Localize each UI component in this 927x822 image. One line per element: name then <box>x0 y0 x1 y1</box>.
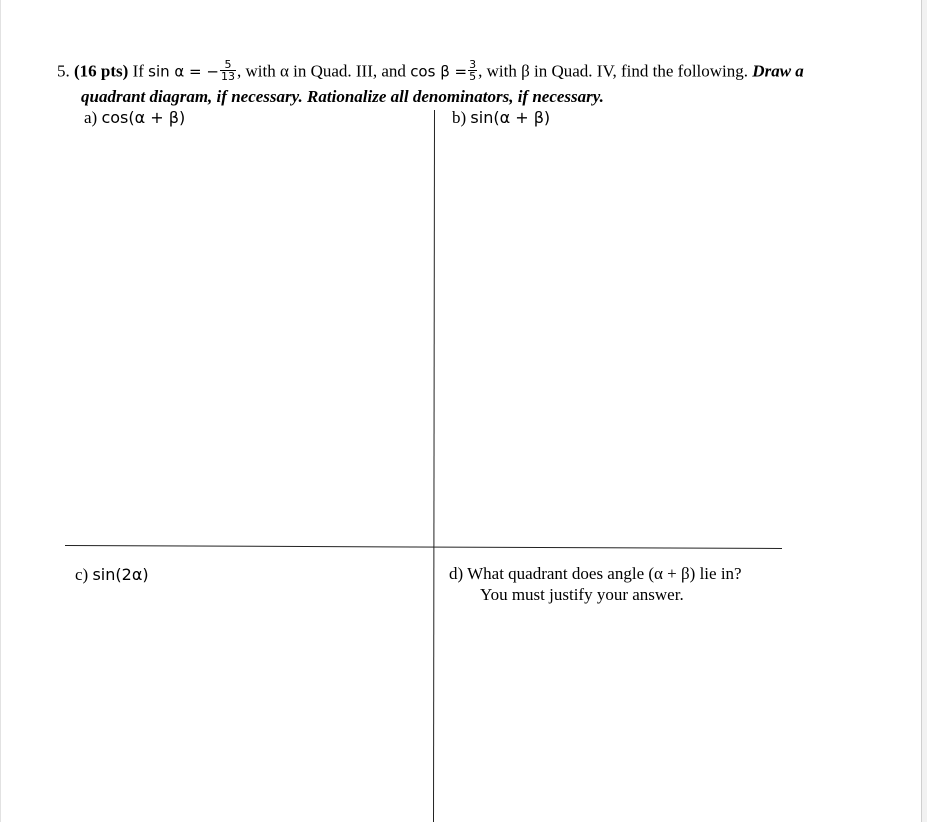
alpha-fraction <box>220 59 236 82</box>
alpha-numerator: 5 <box>220 59 236 71</box>
draw-instruction: Draw a <box>752 61 804 81</box>
part-b-prefix: b) <box>452 108 467 127</box>
problem-instructions: quadrant diagram, if necessary. Rationalize all denominators, if necessary. <box>81 87 604 106</box>
part-a-prefix: a) <box>84 108 98 127</box>
part-c-label <box>75 565 149 585</box>
part-d-justify-note: You must justify your answer. <box>480 585 684 604</box>
problem-statement <box>57 58 804 84</box>
part-c-prefix: c) <box>75 565 89 584</box>
horizontal-divider <box>65 545 782 549</box>
beta-fraction <box>468 59 477 82</box>
sin-alpha-expression: sin α = − <box>148 62 219 81</box>
problem-number: 5. <box>57 61 70 81</box>
part-d-question: d) What quadrant does angle (α + β) lie in? <box>449 564 742 583</box>
alpha-condition: , with α in Quad. III, and <box>236 61 406 81</box>
problem-points: (16 pts) <box>74 61 129 81</box>
part-b-expression: sin(α + β) <box>470 108 551 127</box>
beta-condition: , with β in Quad. IV, find the following. <box>478 61 749 81</box>
if-word: If <box>132 61 144 81</box>
cos-beta-expression: cos β = <box>410 62 468 81</box>
alpha-denominator: 13 <box>220 70 235 83</box>
part-a-label <box>84 108 185 128</box>
beta-numerator: 3 <box>469 58 477 71</box>
vertical-divider <box>433 110 435 822</box>
beta-denominator: 5 <box>469 70 477 83</box>
part-a-expression: cos(α + β) <box>101 108 186 127</box>
part-c-expression: sin(2α) <box>92 565 149 584</box>
part-b-label <box>452 108 550 128</box>
